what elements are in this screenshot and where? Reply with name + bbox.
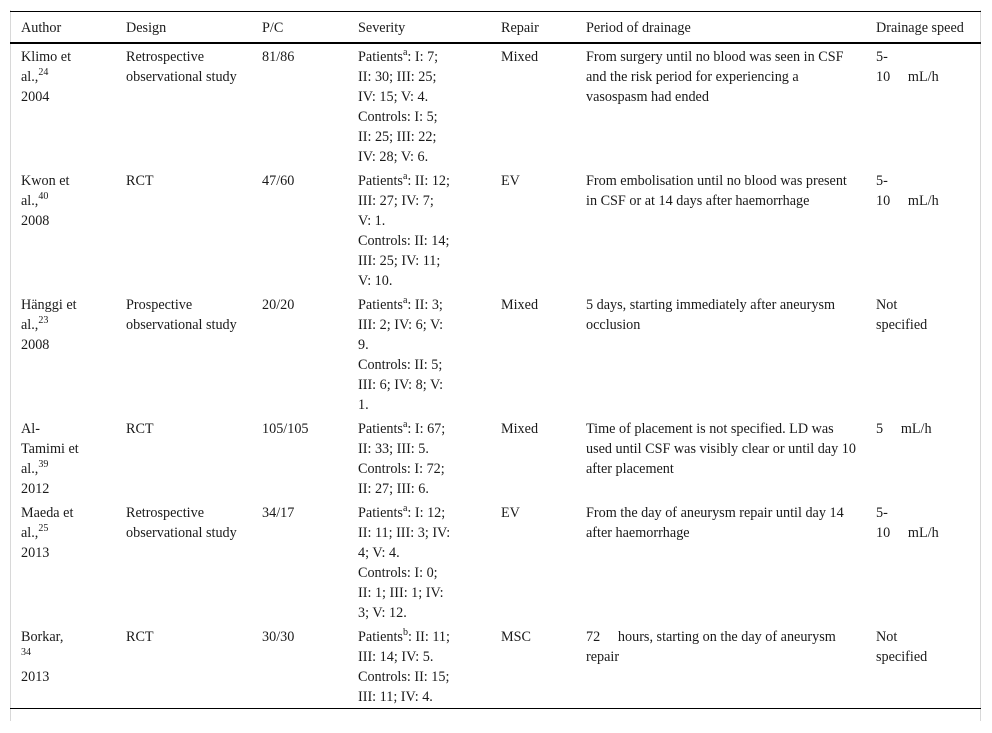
- repair-cell: MSC: [501, 629, 531, 645]
- author-reference: 24: [38, 67, 49, 78]
- period-cell: 72 hours, starting on the day of aneurysm repair: [586, 629, 836, 665]
- severity-cell: [347, 168, 490, 292]
- severity-cell: [347, 416, 490, 500]
- design-cell: Retrospective observational study: [126, 49, 237, 85]
- table-row: [10, 43, 981, 168]
- author-year: 2013: [21, 545, 50, 561]
- period-cell: From surgery until no blood was seen in CSF and the risk period for experiencing a vasospasm had ended: [586, 49, 844, 105]
- controls-grades: Controls: II: 5; III: 6; IV: 8; V: 1.: [358, 357, 444, 413]
- footnote-mark: a: [402, 503, 408, 514]
- header-design: Design: [126, 20, 167, 36]
- patients-label: Patients: [358, 49, 403, 65]
- header-row: [10, 12, 981, 44]
- author-cell: [10, 168, 115, 292]
- author-al: al.,: [21, 193, 39, 209]
- repair-cell: Mixed: [501, 421, 539, 437]
- design-cell: RCT: [126, 421, 154, 437]
- author-al: al.,: [21, 69, 39, 85]
- author-year: 2013: [21, 669, 50, 685]
- author-year: 2008: [21, 213, 50, 229]
- table-row: [10, 168, 981, 292]
- pc-cell: 20/20: [262, 297, 295, 313]
- severity-cell: [347, 624, 490, 709]
- header-period: Period of drainage: [586, 20, 691, 36]
- author-reference: 34: [21, 647, 31, 658]
- author-reference: 23: [38, 315, 49, 326]
- severity-cell: [347, 500, 490, 624]
- author-name: Kwon et: [21, 173, 70, 189]
- header-repair: Repair: [501, 20, 539, 36]
- author-name: Al- Tamimi et: [21, 421, 79, 457]
- author-name: Maeda et: [21, 505, 74, 521]
- design-cell: RCT: [126, 629, 154, 645]
- speed-cell: Not specified: [876, 297, 928, 333]
- patients-label: Patients: [358, 421, 403, 437]
- speed-cell: 5- 10 mL/h: [876, 505, 939, 541]
- author-al: al.,: [21, 525, 39, 541]
- footnote-mark: b: [402, 627, 408, 638]
- speed-cell: 5- 10 mL/h: [876, 173, 939, 209]
- speed-cell: Not specified: [876, 629, 928, 665]
- speed-cell: 5 mL/h: [876, 421, 932, 437]
- repair-cell: Mixed: [501, 49, 539, 65]
- period-cell: Time of placement is not specified. LD was used until CSF was visibly clear or until day 10 after placement: [586, 421, 856, 477]
- author-cell: [10, 292, 115, 416]
- pc-cell: 105/105: [262, 421, 309, 437]
- speed-cell: 5- 10 mL/h: [876, 49, 939, 85]
- header-pc: P/C: [262, 20, 284, 36]
- severity-cell: [347, 292, 490, 416]
- author-year: 2004: [21, 89, 50, 105]
- author-reference: 40: [38, 191, 49, 202]
- design-cell: Retrospective observational study: [126, 505, 237, 541]
- table-row: [10, 500, 981, 624]
- patients-label: Patients: [358, 297, 403, 313]
- table-row: [10, 292, 981, 416]
- pc-cell: 81/86: [262, 49, 295, 65]
- author-name: Borkar,: [21, 629, 64, 645]
- author-year: 2008: [21, 337, 50, 353]
- header-severity: Severity: [358, 20, 406, 36]
- controls-grades: Controls: I: 5; II: 25; III: 22; IV: 28; V: 6.: [358, 109, 438, 165]
- author-cell: [10, 500, 115, 624]
- author-cell: [10, 624, 115, 709]
- patients-grades: : II: 3; III: 2; IV: 6; V: 9.: [358, 297, 444, 353]
- design-cell: RCT: [126, 173, 154, 189]
- patients-grades: : II: 12; III: 27; IV: 7; V: 1.: [358, 173, 450, 229]
- pc-cell: 30/30: [262, 629, 295, 645]
- footnote-mark: a: [402, 295, 408, 306]
- pc-cell: 34/17: [262, 505, 295, 521]
- footnote-mark: a: [402, 419, 408, 430]
- footnote-mark: a: [402, 171, 408, 182]
- author-cell: [10, 43, 115, 168]
- repair-cell: EV: [501, 505, 520, 521]
- patients-grades: : I: 67; II: 33; III: 5.: [358, 421, 446, 457]
- controls-grades: Controls: II: 14; III: 25; IV: 11; V: 10.: [358, 233, 450, 289]
- repair-cell: Mixed: [501, 297, 539, 313]
- author-year: 2012: [21, 481, 50, 497]
- period-cell: From the day of aneurysm repair until day 14 after haemorrhage: [586, 505, 844, 541]
- author-cell: [10, 416, 115, 500]
- header-speed: Drainage speed: [876, 20, 964, 36]
- author-al: al.,: [21, 317, 39, 333]
- author-name: Hänggi et: [21, 297, 77, 313]
- patients-label: Patients: [358, 505, 403, 521]
- period-cell: 5 days, starting immediately after aneurysm occlusion: [586, 297, 835, 333]
- controls-grades: Controls: I: 0; II: 1; III: 1; IV: 3; V: 12.: [358, 565, 444, 621]
- severity-cell: [347, 43, 490, 168]
- controls-grades: Controls: II: 15; III: 11; IV: 4.: [358, 669, 450, 705]
- pc-cell: 47/60: [262, 173, 295, 189]
- author-name: Klimo et: [21, 49, 72, 65]
- table-row: [10, 416, 981, 500]
- drainage-studies-table: [10, 11, 981, 709]
- author-al: al.,: [21, 461, 39, 477]
- patients-label: Patients: [358, 629, 403, 645]
- patients-grades: : I: 12; II: 11; III: 3; IV: 4; V: 4.: [358, 505, 451, 561]
- patients-label: Patients: [358, 173, 403, 189]
- patients-grades: : II: 11; III: 14; IV: 5.: [358, 629, 450, 665]
- design-cell: Prospective observational study: [126, 297, 237, 333]
- author-reference: 39: [38, 459, 49, 470]
- repair-cell: EV: [501, 173, 520, 189]
- period-cell: From embolisation until no blood was present in CSF or at 14 days after haemorrhage: [586, 173, 847, 209]
- author-reference: 25: [38, 523, 49, 534]
- patients-grades: : I: 7; II: 30; III: 25; IV: 15; V: 4.: [358, 49, 439, 105]
- table-row: [10, 624, 981, 709]
- footnote-mark: a: [402, 47, 408, 58]
- controls-grades: Controls: I: 72; II: 27; III: 6.: [358, 461, 445, 497]
- header-author: Author: [21, 20, 62, 36]
